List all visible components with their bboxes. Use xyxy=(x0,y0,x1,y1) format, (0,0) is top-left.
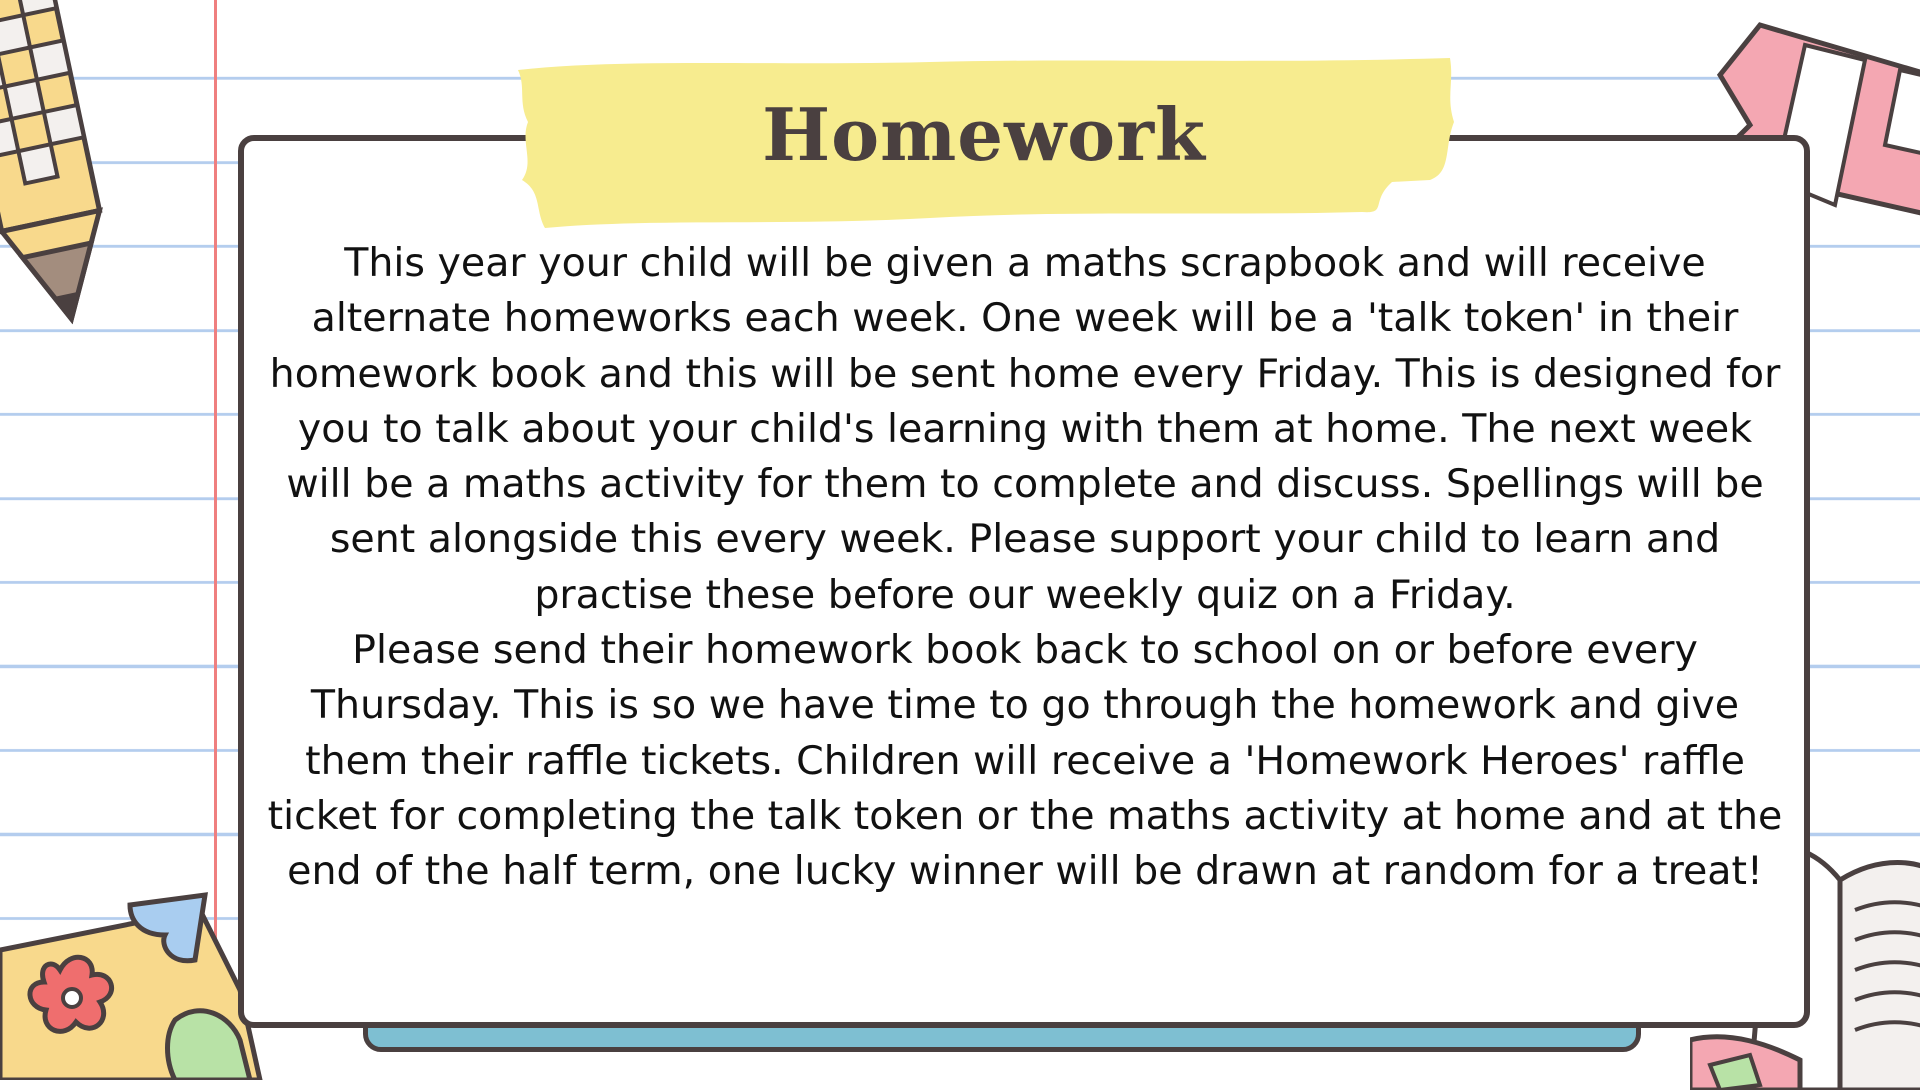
sticky-notes-icon xyxy=(0,890,270,1080)
page-title: Homework xyxy=(762,91,1206,177)
homework-body xyxy=(265,236,1785,900)
pencil-icon xyxy=(0,0,140,370)
paragraph-homework-return: Please send their homework book back to school on or before every Thursday. This is so we have time to go through the homework and give them their raffle tickets. Children will receive a 'Homework Heroes' raffle ticket for completing the talk token or the maths activity at home and at the end of the half term, one lucky winner will be drawn at random for a treat! xyxy=(267,627,1783,895)
paragraph-homework-schedule: This year your child will be given a maths scrapbook and will receive alternate homeworks each week. One week will be a 'talk token' in their homework book and this will be sent home every Friday. This is designed for you to talk about your child's learning with them at home. The next week will be a maths activity for them to complete and discuss. Spellings will be sent alongside this every week. Please support your child to learn and practise these before our weekly quiz on a Friday. xyxy=(269,240,1781,618)
